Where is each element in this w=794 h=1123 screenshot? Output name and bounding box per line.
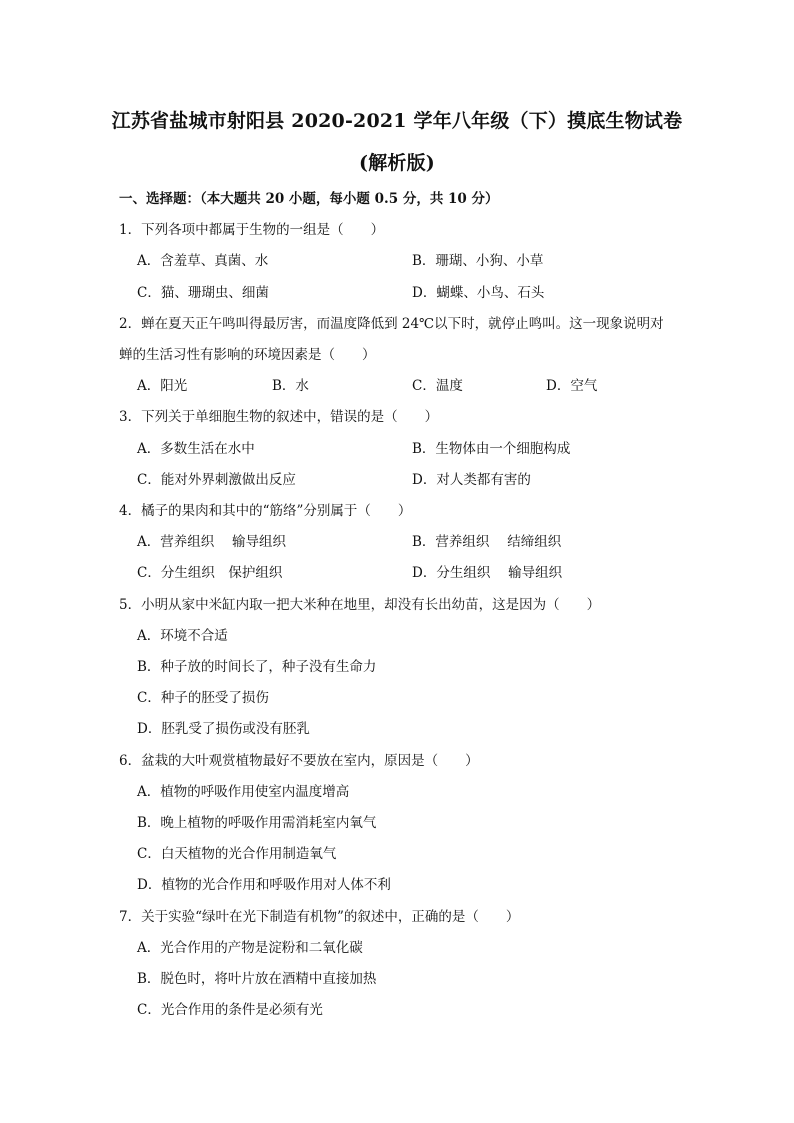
question-6-option-c: C．白天植物的光合作用制造氧气 <box>137 846 337 862</box>
question-5-option-c: C．种子的胚受了损伤 <box>137 690 269 706</box>
document-title: 江苏省盐城市射阳县 2020-2021 学年八年级（下）摸底生物试卷 <box>111 110 683 132</box>
question-3-stem: 3．下列关于单细胞生物的叙述中，错误的是（ ） <box>119 409 439 425</box>
question-4-option-c: C．分生组织 保护组织 <box>137 565 283 581</box>
question-3-option-b: B．生物体由一个细胞构成 <box>412 441 571 457</box>
question-4-option-a: A．营养组织 输导组织 <box>137 534 287 550</box>
question-2-option-d: D．空气 <box>546 378 598 394</box>
document-subtitle: (解析版) <box>359 152 435 174</box>
question-5-stem: 5．小明从家中米缸内取一把大米种在地里，却没有长出幼苗，这是因为（ ） <box>119 597 601 613</box>
question-2-option-a: A．阳光 <box>137 378 188 394</box>
question-4-option-d: D．分生组织 输导组织 <box>412 565 563 581</box>
question-3-option-d: D．对人类都有害的 <box>412 472 531 488</box>
question-7-option-c: C．光合作用的条件是必须有光 <box>137 1002 323 1018</box>
question-2-stem: 2．蝉在夏天正午鸣叫得最厉害，而温度降低到 24℃以下时，就停止鸣叫。这一现象说明对 <box>119 316 664 332</box>
question-2-stem-cont: 蝉的生活习性有影响的环境因素是（ ） <box>119 347 376 363</box>
question-7-stem: 7．关于实验“绿叶在光下制造有机物”的叙述中，正确的是（ ） <box>119 909 520 925</box>
question-1-option-b: B．珊瑚、小狗、小草 <box>412 253 544 269</box>
question-6-option-d: D．植物的光合作用和呼吸作用对人体不利 <box>137 877 391 893</box>
question-7-option-b: B．脱色时，将叶片放在酒精中直接加热 <box>137 971 377 987</box>
question-5-option-d: D．胚乳受了损伤或没有胚乳 <box>137 721 310 737</box>
question-4-stem: 4．橘子的果肉和其中的“筋络”分别属于（ ） <box>119 503 412 519</box>
question-4-option-b: B．营养组织 结缔组织 <box>412 534 562 550</box>
section-heading: 一、选择题：（本大题共 20 小题，每小题 0.5 分，共 10 分） <box>119 191 499 207</box>
question-2-option-c: C．温度 <box>412 378 463 394</box>
question-5-option-b: B．种子放的时间长了，种子没有生命力 <box>137 659 377 675</box>
question-2-option-b: B．水 <box>272 378 309 394</box>
question-3-option-c: C．能对外界刺激做出反应 <box>137 472 296 488</box>
question-1-option-a: A．含羞草、真菌、水 <box>137 253 269 269</box>
question-1-stem: 1．下列各项中都属于生物的一组是（ ） <box>119 222 385 238</box>
question-6-stem: 6．盆栽的大叶观赏植物最好不要放在室内，原因是（ ） <box>119 753 479 769</box>
question-7-option-a: A．光合作用的产物是淀粉和二氧化碳 <box>137 940 363 956</box>
question-1-option-d: D．蝴蝶、小鸟、石头 <box>412 285 545 301</box>
question-6-option-a: A．植物的呼吸作用使室内温度增高 <box>137 784 350 800</box>
question-6-option-b: B．晚上植物的呼吸作用需消耗室内氧气 <box>137 815 377 831</box>
question-5-option-a: A．环境不合适 <box>137 628 228 644</box>
question-3-option-a: A．多数生活在水中 <box>137 441 255 457</box>
question-1-option-c: C．猫、珊瑚虫、细菌 <box>137 285 269 301</box>
